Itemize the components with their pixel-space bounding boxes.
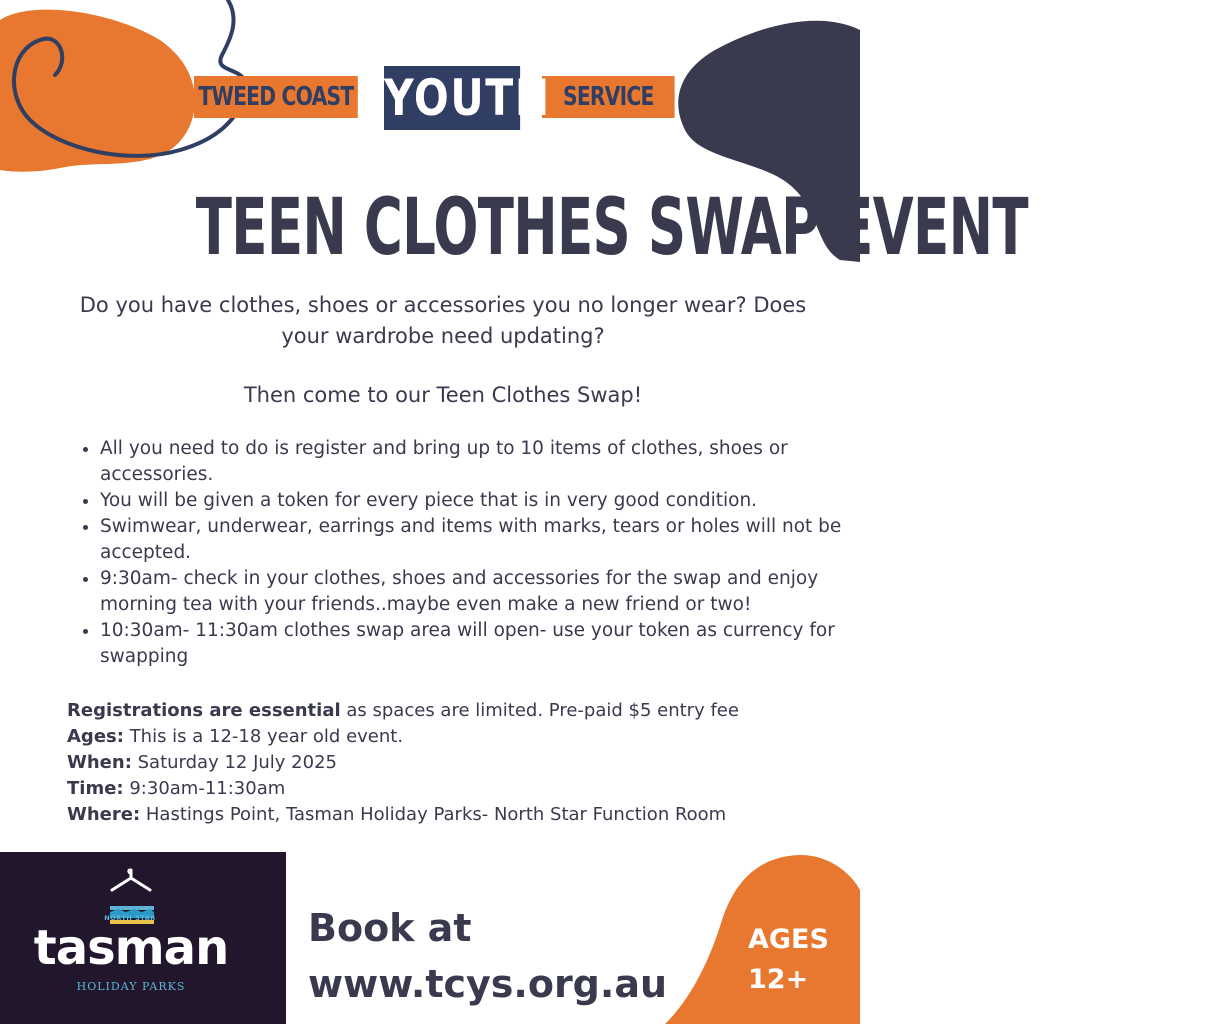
booking-url[interactable]: www.tcys.org.au xyxy=(308,962,668,1006)
info-bullet-list xyxy=(62,436,870,670)
time-line xyxy=(67,776,827,802)
hanger-icon xyxy=(112,870,150,890)
north-star-text: NORTH STAR xyxy=(104,914,156,922)
orange-blob-top-left xyxy=(0,10,195,172)
holiday-parks-text: HOLIDAY PARKS xyxy=(76,980,186,993)
ages-label: Ages: xyxy=(67,726,124,747)
time-label: Time: xyxy=(67,778,124,799)
registration-label: Registrations are essential xyxy=(67,700,341,721)
page-title-text: TEEN CLOTHES SWAP EVENT xyxy=(195,183,1028,273)
tcys-logo xyxy=(198,66,678,130)
booking-info xyxy=(308,900,667,1012)
registration-text: as spaces are limited. Pre-paid $5 entry fee xyxy=(340,700,739,721)
ages-text: This is a 12-18 year old event. xyxy=(123,726,404,747)
when-line xyxy=(67,750,827,776)
ages-badge-label: AGES xyxy=(748,924,829,955)
where-line xyxy=(67,802,827,828)
where-label: Where: xyxy=(67,804,141,825)
logo-middle-text xyxy=(384,66,551,130)
ages-badge xyxy=(748,920,829,1000)
list-item: • 9:30am- check in your clothes, shoes and accessories for the swap and enjoy morning tea with your friends..maybe even make a new friend or two! xyxy=(100,566,870,618)
logo-right-text: SERVICE xyxy=(542,76,675,118)
when-text: Saturday 12 July 2025 xyxy=(131,752,337,773)
event-details xyxy=(67,698,827,828)
ages-badge-value: 12+ xyxy=(748,964,809,995)
time-text: 9:30am-11:30am xyxy=(123,778,286,799)
list-item: • Swimwear, underwear, earrings and items with marks, tears or holes will not be accepted. xyxy=(100,514,870,566)
list-item: • All you need to do is register and bring up to 10 items of clothes, shoes or accessories. xyxy=(100,436,870,488)
logo-middle-word: YOUTH xyxy=(384,69,551,127)
tasman-logo-panel xyxy=(0,852,286,1024)
list-item: • 10:30am- 11:30am clothes swap area will open- use your token as currency for swapping xyxy=(100,618,870,670)
list-item: • You will be given a token for every piece that is in very good condition. xyxy=(100,488,870,514)
page-title xyxy=(0,183,1028,273)
intro-paragraph: Do you have clothes, shoes or accessories you no longer wear? Does your wardrobe need updating? xyxy=(79,293,807,348)
when-label: When: xyxy=(67,752,132,773)
logo-left-text: TWEED COAST xyxy=(194,76,358,118)
ages-line xyxy=(67,724,827,750)
cta-line: Then come to our Teen Clothes Swap! xyxy=(243,383,643,407)
book-at-text: Book at xyxy=(308,906,472,950)
where-text: Hastings Point, Tasman Holiday Parks- North Star Function Room xyxy=(140,804,727,825)
tasman-brand-text: tasman xyxy=(33,920,229,976)
registration-line xyxy=(67,698,827,724)
